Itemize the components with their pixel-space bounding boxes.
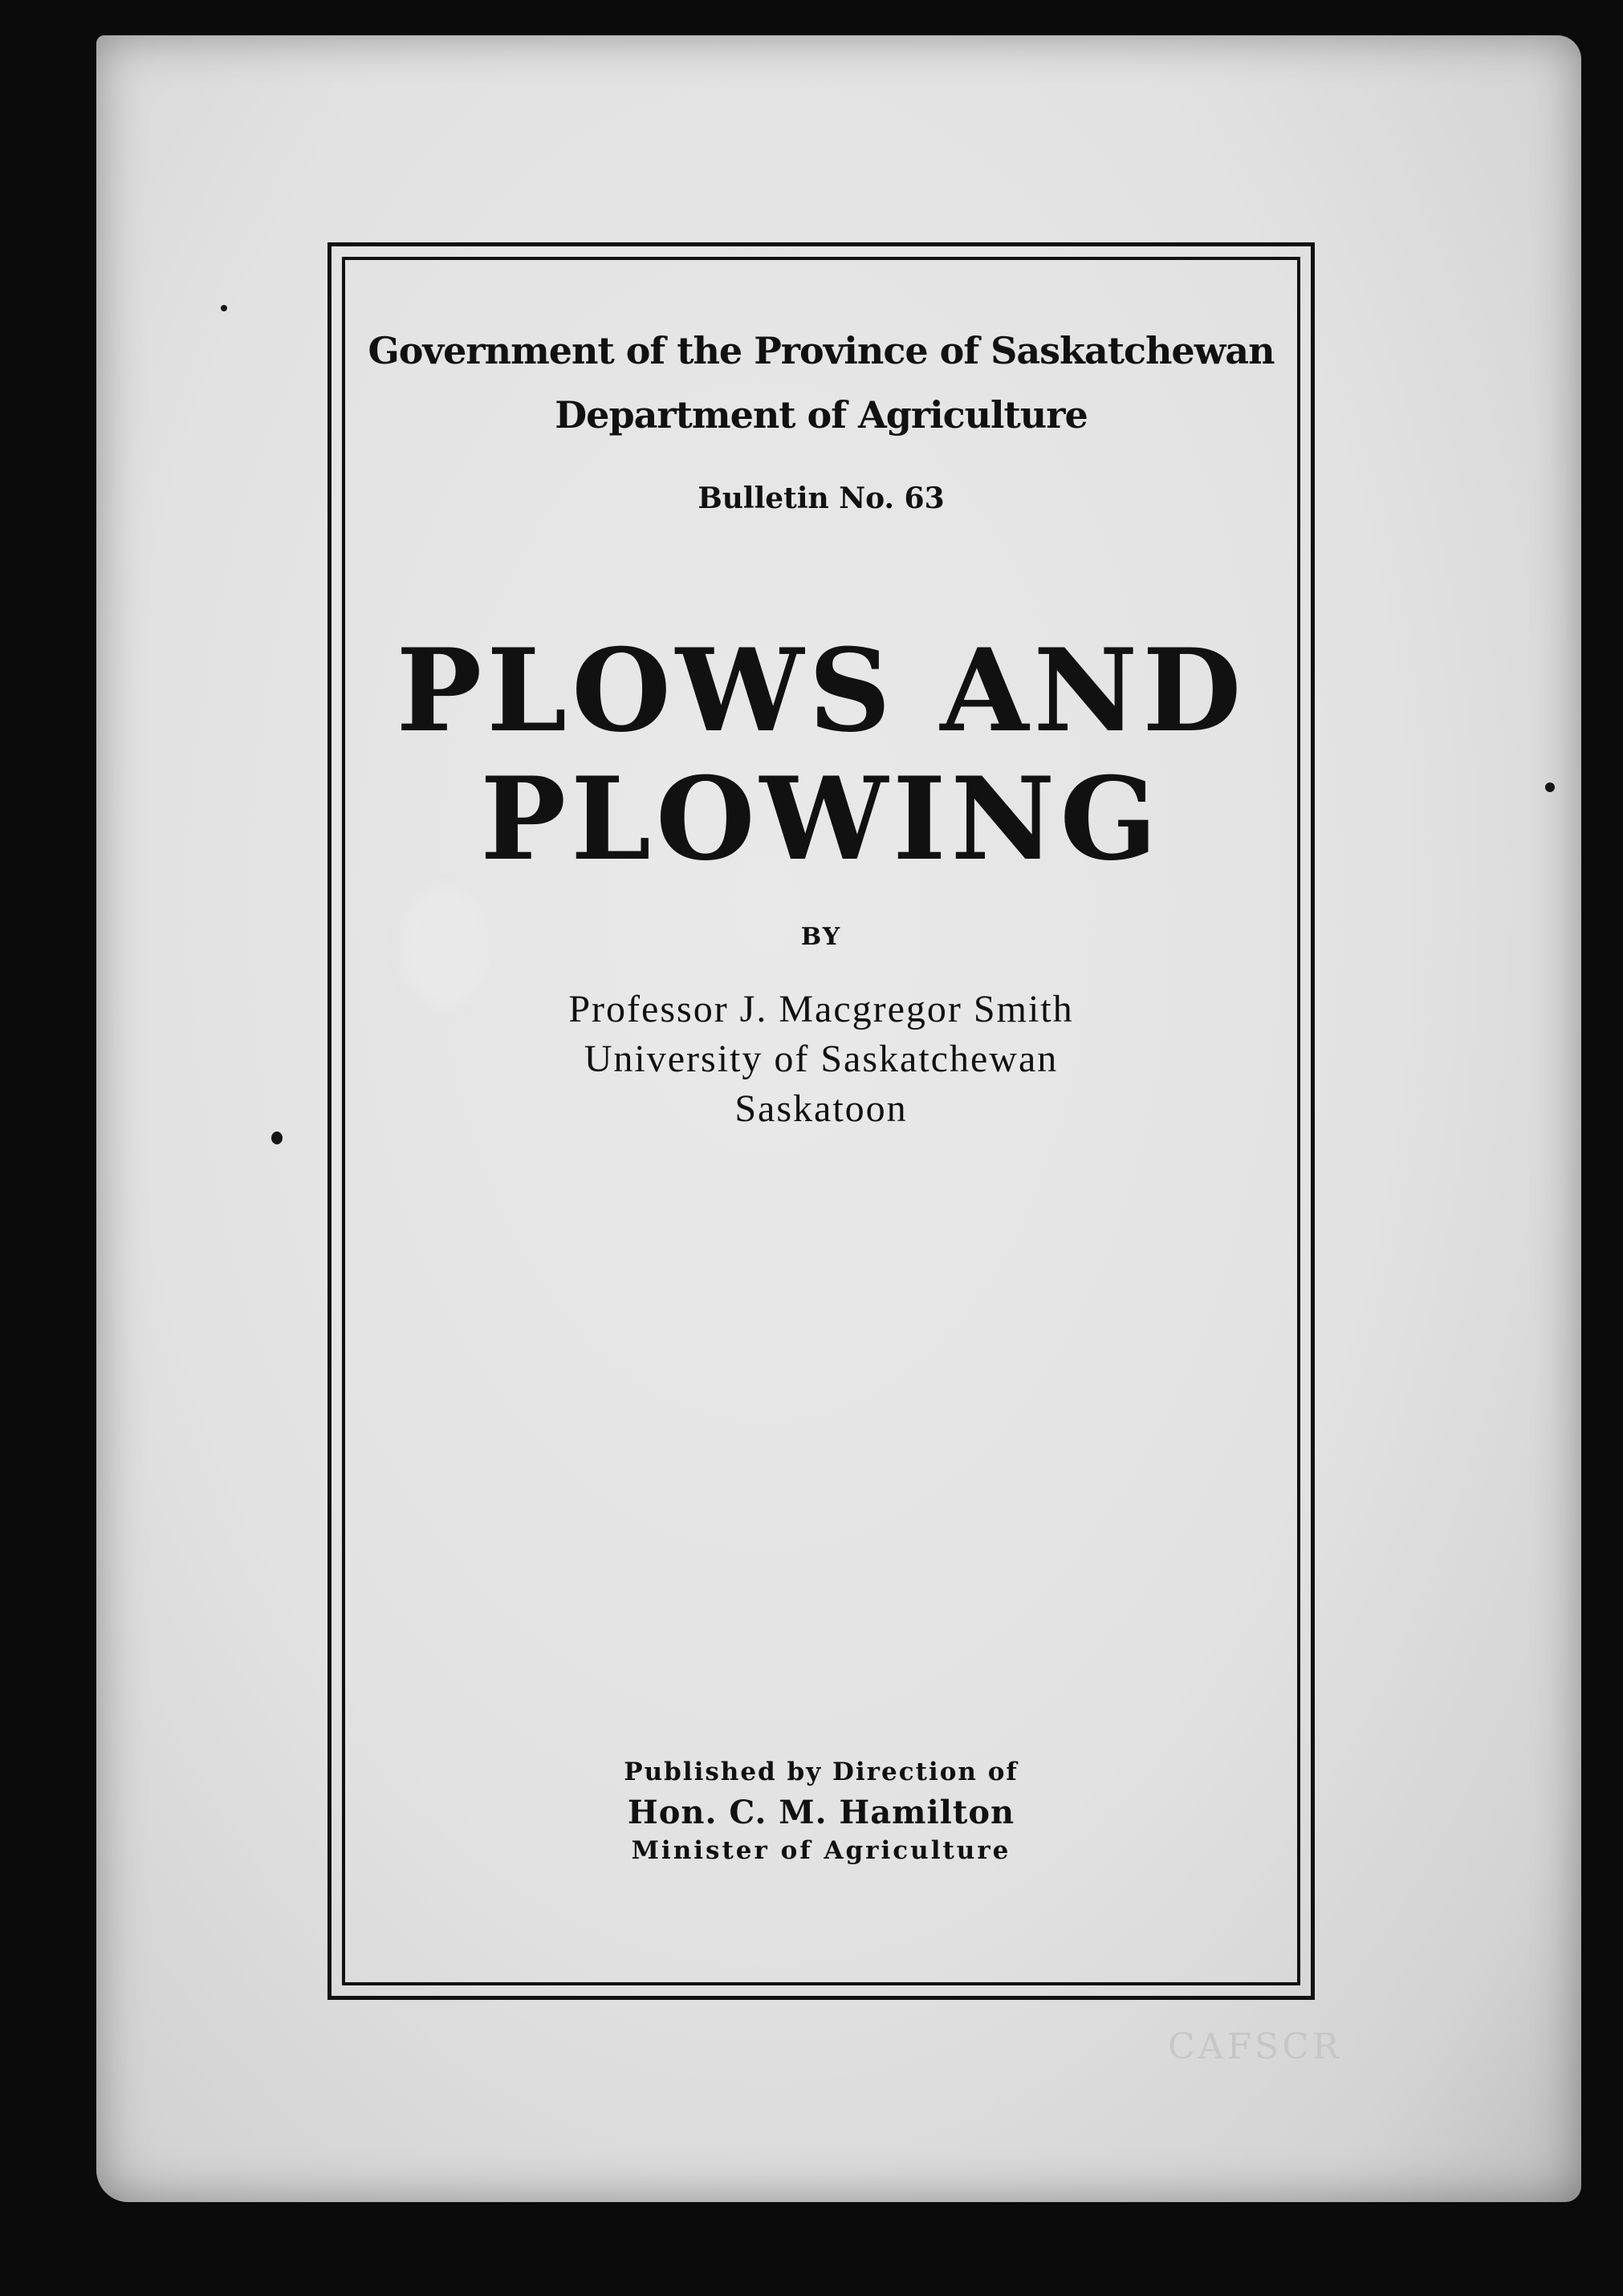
published-by-label: Published by Direction of (624, 1758, 1019, 1786)
ink-spot (1545, 782, 1555, 792)
by-label: BY (800, 923, 842, 951)
author-institution: University of Saskatchewan (584, 1038, 1059, 1080)
department-heading: Department of Agriculture (555, 393, 1088, 437)
title-line-1: PLOWS AND (396, 624, 1247, 758)
title-line-2: PLOWING (480, 753, 1162, 886)
cover-content (345, 265, 1297, 1982)
ink-spot (221, 305, 227, 311)
minister-name: Hon. C. M. Hamilton (627, 1794, 1015, 1831)
minister-title: Minister of Agriculture (631, 1836, 1011, 1865)
faded-stamp: CAFSCR (1168, 2026, 1342, 2067)
author-city: Saskatoon (734, 1087, 908, 1130)
government-heading: Government of the Province of Saskatchewan (368, 329, 1275, 372)
ink-spot (271, 1132, 283, 1144)
bulletin-number: Bulletin No. 63 (698, 482, 945, 515)
author-name: Professor J. Macgregor Smith (568, 988, 1074, 1030)
